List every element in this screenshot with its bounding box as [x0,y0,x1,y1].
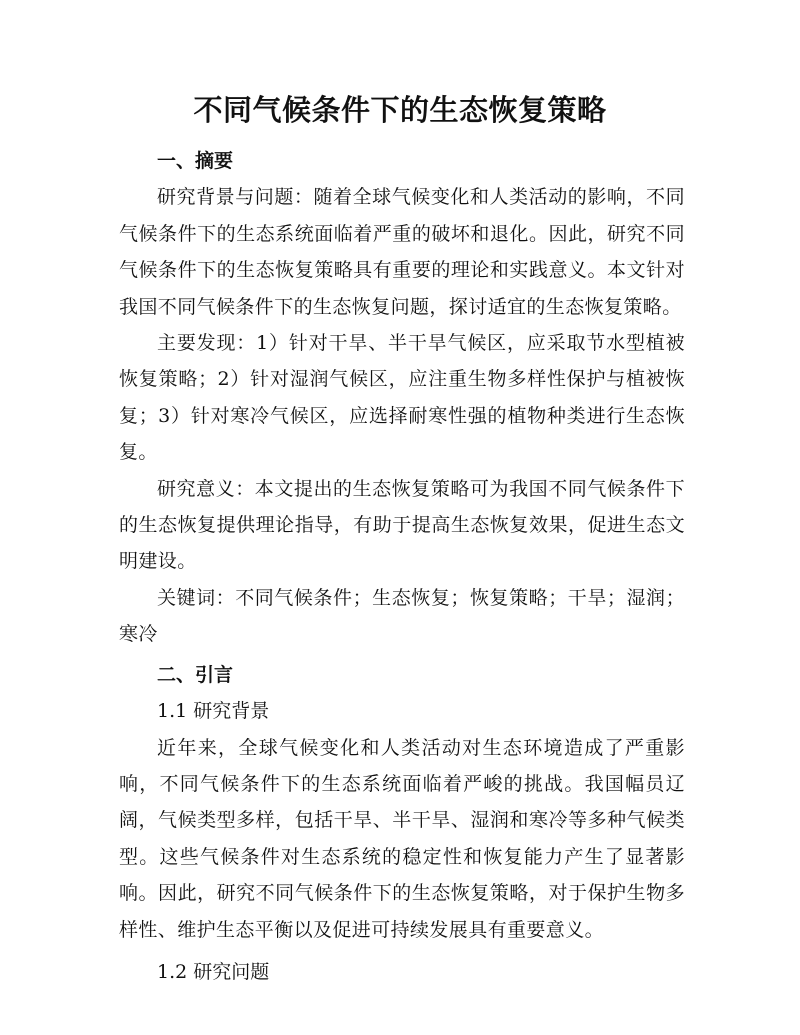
section-heading-introduction: 二、引言 [157,663,234,686]
section-heading-abstract: 一、摘要 [157,150,234,172]
abstract-significance-paragraph: 研究意义：本文提出的生态恢复策略可为我国不同气候条件下的生态恢复提供理论指导，有助于提高生态恢复效果，促进生态文明建设。 [119,477,685,573]
document-body [119,143,685,990]
document-title: 不同气候条件下的生态恢复策略 [193,93,607,127]
introduction-background-paragraph: 近年来，全球气候变化和人类活动对生态环境造成了严重影响，不同气候条件下的生态系统面临着严峻的挑战。我国幅员辽阔，气候类型多样，包括干旱、半干旱、湿润和寒冷等多种气候类型。这些气候条件对生态系统的稳定性和恢复能力产生了显著影响。因此，研究不同气候条件下的生态恢复策略，对于保护生物多样性、维护生态平衡以及促进可持续发展具有重要意义。 [119,736,685,941]
abstract-background-paragraph: 研究背景与问题：随着全球气候变化和人类活动的影响，不同气候条件下的生态系统面临着严重的破坏和退化。因此，研究不同气候条件下的生态恢复策略具有重要的理论和实践意义。本文针对我国不同气候条件下的生态恢复问题，探讨适宜的生态恢复策略。 [119,186,685,318]
subsection-heading-background: 1.1 研究背景 [157,700,270,723]
abstract-keywords-paragraph: 关键词：不同气候条件；生态恢复；恢复策略；干旱；湿润；寒冷 [119,586,685,646]
subsection-heading-research-question: 1.2 研究问题 [157,960,270,983]
abstract-findings-paragraph: 主要发现：1）针对干旱、半干旱气候区，应采取节水型植被恢复策略；2）针对湿润气候区，应注重生物多样性保护与植被恢复；3）针对寒冷气候区，应选择耐寒性强的植物种类进行生态恢复。 [119,332,685,464]
